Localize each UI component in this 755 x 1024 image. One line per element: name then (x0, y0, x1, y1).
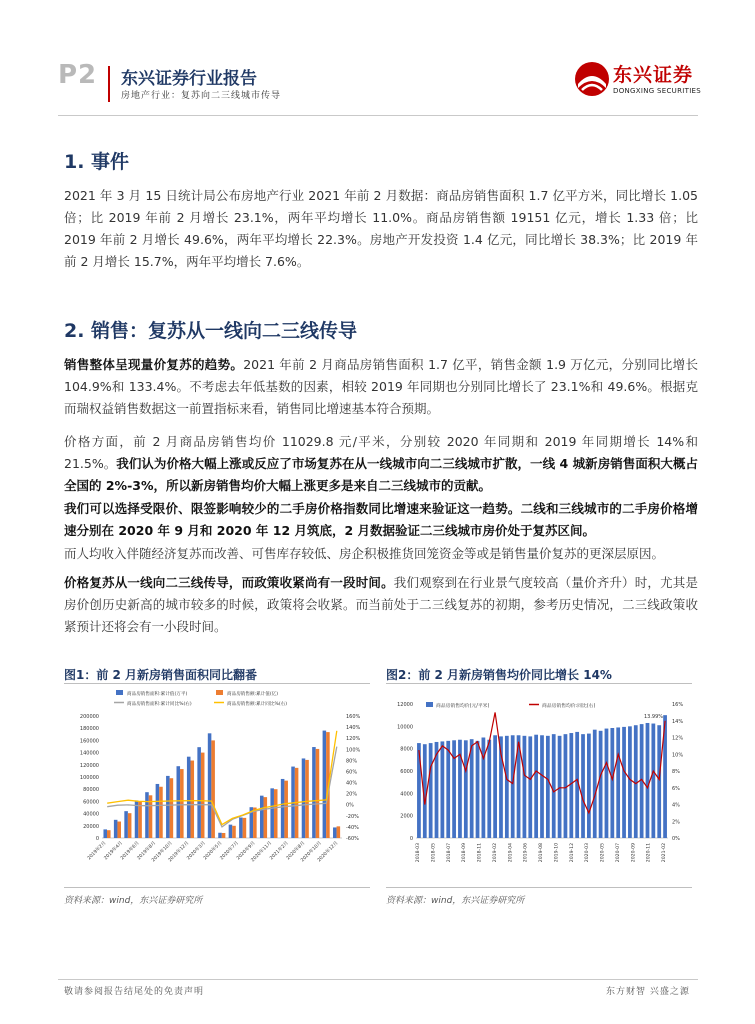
y-axis-tick-label: 8% (672, 769, 680, 775)
x-axis-tick-label: 2019年6月 (120, 840, 141, 862)
bar-sales-area (114, 820, 118, 838)
bar-avg-price (569, 733, 573, 838)
logo-text: 东兴证券 (613, 64, 694, 86)
bar-avg-price (552, 734, 556, 838)
y-axis-tick-label: 0 (95, 836, 99, 842)
x-axis-tick-label: 2018-05 (431, 843, 437, 863)
bar-sales-area (197, 747, 201, 838)
footer-rule (58, 979, 698, 980)
bar-avg-price (476, 741, 480, 838)
y-axis-tick-label: 14% (672, 718, 684, 725)
bar-sales-amount (264, 797, 268, 838)
bar-sales-amount (232, 826, 236, 838)
figure-1-chart (64, 688, 370, 884)
x-axis-tick-label: 2019-10 (554, 843, 560, 863)
figure-2-rule (386, 683, 692, 684)
figure-2-bottom-rule (386, 887, 692, 888)
x-axis-tick-label: 2020年9月 (236, 840, 257, 862)
legend-label: 商品房销售面积:累计值(万平) (127, 692, 188, 697)
y-axis-tick-label: 40000 (83, 811, 99, 818)
figure-1-bottom-rule (64, 887, 370, 888)
bar-avg-price (540, 735, 544, 838)
x-axis-tick-label: 2020年7月 (219, 840, 240, 862)
y-axis-tick-label: 120% (346, 736, 361, 743)
y-axis-tick-label: 140% (346, 725, 361, 732)
header-rule (58, 115, 698, 116)
bar-avg-price (523, 736, 527, 838)
paragraph-text: 2021 年前 2 月商品房销售面积 1.7 亿平，销售金额 1.9 万亿元，分别同比增长 104.9%和 133.4%。不考虑去年低基数的因素，相较 2019 年同期也分别同比增长了 23.1%和 49.6%。根据克而瑞权益销售数据这一前置指标来看，销售同比增速基本符合预期。 (64, 357, 698, 416)
bar-sales-amount (316, 749, 320, 838)
section-2-paragraph-1 (64, 354, 698, 420)
report-subtitle: 房地产行业：复苏向二三线城市传导 (121, 91, 282, 101)
bar-avg-price (634, 725, 638, 838)
bar-sales-amount (170, 778, 174, 838)
section-1-paragraph: 2021 年 3 月 15 日统计局公布房地产行业 2021 年前 2 月数据：商品房销售面积 1.7 亿平方米，同比增长 1.05 倍；比 2019 年前 2 月增长 23.1%，两年平均增长 11.0%。商品房销售额 19151 亿元，增长 1.33 倍；比 2019 年前 2 月增长 49.6%，两年平均增长 22.3%。房地产开发投资 1.4 亿元，同比增长 38.3%；比 2019 年前 2 月增长 15.7%，两年平均增长 7.6%。 (64, 188, 698, 269)
company-logo (573, 60, 703, 100)
bar-sales-area (260, 796, 264, 838)
x-axis-tick-label: 2019-06 (523, 843, 529, 863)
bar-avg-price (505, 736, 509, 838)
paragraph-lead: 价格复苏从一线向二三线传导，而政策收紧尚有一段时间。 (64, 575, 394, 590)
bar-avg-price (593, 730, 597, 838)
legend-swatch (116, 690, 123, 695)
paragraph-emphasis: 我们可以选择受限价、限签影响较少的二手房价格指数同比增速来验证这一趋势。二线和三线城市的二手房价格增速分别在 2020 年 9 月和 2020 年 12 月筑底，2 月数据验证二三线城市房价处于复苏区间。 (64, 501, 698, 538)
y-axis-tick-label: 160000 (79, 738, 99, 745)
y-axis-tick-label: -40% (346, 824, 359, 831)
y-axis-tick-label: 10000 (397, 724, 413, 731)
bar-avg-price (446, 741, 450, 838)
section-1-heading: 1. 事件 (64, 151, 130, 173)
page-number: P2 (58, 60, 98, 90)
legend-label: 商品房销售面积:累计同比%(右) (127, 702, 192, 707)
legend-label: 商品房销售额:累计同比%(右) (227, 702, 288, 707)
y-axis-tick-label: 80% (346, 758, 358, 765)
bar-sales-amount (274, 789, 278, 838)
paragraph-emphasis: 我们认为价格大幅上涨或反应了市场复苏在从一线城市向二三线城市扩散，一线 4 城新房销售面积大概占全国的 2%-3%，所以新房销售均价大幅上涨更多是来自二三线城市的贡献。 (64, 456, 698, 493)
section-2-paragraph-5 (64, 572, 698, 638)
paragraph-text: 我们观察到在行业景气度较高（量价齐升）时，尤其是房价创历史新高的城市较多的时候，政策将会收紧。而当前处于二三线复苏的初期，参考历史情况，二三线政策收紧预计还将会有一小段时间。 (64, 575, 698, 634)
x-axis-tick-label: 2020-05 (600, 843, 606, 863)
y-axis-tick-label: 2% (672, 819, 680, 826)
legend-swatch (216, 690, 223, 695)
figure-1-title: 图1：前 2 月新房销售面积同比翻番 (64, 668, 258, 682)
bar-sales-area (208, 733, 212, 838)
x-axis-tick-label: 2019年12月 (167, 840, 191, 864)
bar-sales-area (218, 833, 222, 838)
bar-sales-amount (138, 802, 142, 838)
y-axis-tick-label: 120000 (79, 762, 99, 769)
bar-sales-area (323, 731, 327, 838)
y-axis-tick-label: 40% (346, 780, 358, 787)
bar-sales-amount (243, 818, 247, 838)
figure-2-source: 资料来源：wind，东兴证券研究所 (386, 896, 525, 906)
x-axis-tick-label: 2020-11 (646, 843, 652, 863)
footer-slogan: 东方财智 兴盛之源 (606, 987, 690, 997)
x-axis-tick-label: 2018-03 (416, 843, 421, 863)
bar-avg-price (487, 740, 491, 838)
bar-avg-price (622, 727, 626, 838)
y-axis-tick-label: 160% (346, 714, 361, 720)
bar-avg-price (581, 734, 585, 838)
bar-sales-amount (201, 753, 205, 838)
y-axis-tick-label: 20000 (83, 823, 99, 830)
figure-2-chart (386, 688, 692, 884)
y-axis-tick-label: 140000 (79, 750, 99, 757)
bar-avg-price (511, 735, 515, 838)
bar-sales-amount (159, 787, 163, 838)
y-axis-tick-label: 0 (409, 836, 413, 842)
logo-english-text: DONGXING SECURITIES (613, 87, 702, 95)
x-axis-tick-label: 2018-11 (477, 843, 483, 863)
bar-avg-price (528, 736, 532, 838)
x-axis-tick-label: 2020年3月 (186, 840, 207, 862)
y-axis-tick-label: 8000 (400, 746, 413, 753)
y-axis-tick-label: 20% (346, 791, 358, 798)
bar-avg-price (546, 736, 550, 838)
y-axis-tick-label: 2000 (400, 813, 413, 820)
y-axis-tick-label: 60000 (83, 799, 99, 806)
figure-1-rule (64, 683, 370, 684)
bar-avg-price (657, 725, 661, 838)
y-axis-tick-label: 6% (672, 785, 680, 792)
bar-avg-price (493, 735, 497, 838)
bar-avg-price (628, 726, 632, 838)
logo-mark-icon (573, 60, 611, 98)
bar-avg-price (564, 734, 568, 838)
section-2-paragraph-2 (64, 431, 698, 497)
y-axis-tick-label: 80000 (83, 787, 99, 794)
bar-avg-price (587, 734, 591, 838)
bar-sales-amount (284, 781, 288, 838)
bar-sales-area (124, 811, 128, 838)
header-divider (108, 66, 110, 102)
bar-sales-area (229, 825, 233, 838)
bar-avg-price (646, 723, 650, 838)
legend-label: 商品房销售均价(元/平米) (436, 704, 490, 709)
bar-avg-price (599, 731, 603, 838)
bar-avg-price (605, 729, 609, 838)
y-axis-tick-label: 4% (672, 802, 680, 809)
x-axis-tick-label: 2020年5月 (203, 840, 224, 862)
bar-sales-area (166, 776, 170, 838)
bar-sales-area (177, 766, 181, 838)
x-axis-tick-label: 2019年10月 (151, 840, 174, 864)
bar-sales-amount (222, 833, 226, 838)
x-axis-tick-label: 2020年12月 (316, 840, 340, 864)
x-axis-tick-label: 2019-08 (539, 843, 544, 863)
bar-sales-area (103, 829, 107, 838)
bar-sales-area (156, 784, 160, 838)
y-axis-tick-label: 0% (672, 836, 680, 842)
bar-avg-price (610, 728, 614, 838)
y-axis-tick-label: 6000 (400, 769, 413, 775)
bar-sales-area (270, 788, 274, 838)
legend-label: 商品房销售均价:同比(右) (542, 704, 596, 709)
section-2-heading: 2. 销售：复苏从一线向二三线传导 (64, 320, 358, 342)
y-axis-tick-label: 60% (346, 769, 358, 776)
y-axis-tick-label: 10% (672, 752, 684, 759)
x-axis-tick-label: 2019年4月 (103, 840, 124, 862)
section-2-paragraph-3 (64, 498, 698, 542)
y-axis-tick-label: 4000 (400, 791, 413, 798)
legend-swatch (426, 702, 433, 707)
bar-sales-area (239, 818, 243, 838)
y-axis-tick-label: 180000 (79, 726, 99, 733)
x-axis-tick-label: 2019-12 (569, 843, 575, 863)
y-axis-tick-label: 16% (672, 702, 684, 708)
paragraph-text: 价格方面，前 2 月商品房销售均价 11029.8 元/平米，分别较 2020 年同期和 2019 年同期增长 14%和 21.5%。 (64, 434, 698, 471)
bar-sales-area (302, 758, 306, 838)
y-axis-tick-label: 0% (346, 802, 354, 809)
bar-avg-price (651, 724, 655, 838)
x-axis-tick-label: 2020-09 (631, 843, 637, 863)
paragraph-lead: 销售整体呈现量价复苏的趋势。 (64, 357, 244, 372)
x-axis-tick-label: 2020-03 (585, 843, 591, 863)
x-axis-tick-label: 2019-04 (508, 843, 514, 863)
x-axis-tick-label: 2021-02 (662, 843, 667, 863)
footer-disclaimer: 敬请参阅报告结尾处的免责声明 (64, 987, 205, 997)
bar-avg-price (482, 738, 486, 839)
bar-sales-amount (117, 822, 121, 838)
bar-sales-area (145, 792, 149, 838)
x-axis-tick-label: 2018-07 (446, 843, 452, 863)
x-axis-tick-label: 2020年10月 (300, 840, 323, 864)
bar-sales-area (312, 747, 316, 838)
bar-sales-amount (180, 769, 184, 838)
x-axis-tick-label: 2021年2月 (269, 840, 290, 862)
y-axis-tick-label: -20% (346, 813, 359, 820)
bar-avg-price (558, 736, 562, 838)
bar-avg-price (616, 727, 620, 838)
bar-avg-price (429, 743, 433, 838)
bar-sales-area (281, 779, 285, 838)
figure-1-source: 资料来源：wind，东兴证券研究所 (64, 896, 203, 906)
bar-avg-price (440, 741, 444, 838)
y-axis-tick-label: 200000 (79, 714, 99, 720)
bar-sales-amount (190, 761, 194, 838)
bar-sales-amount (305, 760, 309, 838)
bar-sales-area (333, 827, 337, 838)
annotation-label: 13.99% (643, 713, 664, 720)
legend-label: 商品房销售额:累计值(亿) (227, 692, 279, 697)
x-axis-tick-label: 2020-07 (615, 843, 621, 863)
x-axis-tick-label: 2019年8月 (136, 840, 158, 862)
bar-sales-amount (211, 740, 215, 838)
y-axis-tick-label: 100000 (79, 775, 99, 781)
x-axis-tick-label: 2018-09 (462, 843, 468, 863)
bar-avg-price (452, 740, 456, 838)
bar-avg-price (464, 740, 468, 838)
x-axis-tick-label: 2020年11月 (250, 840, 274, 864)
x-axis-tick-label: 2019-02 (492, 843, 498, 863)
y-axis-tick-label: 12% (672, 735, 684, 742)
figure-2-title: 图2：前 2 月新房销售均价同比增长 14% (386, 668, 612, 682)
y-axis-tick-label: 100% (346, 747, 361, 754)
x-axis-tick-label: 2019年2月 (87, 840, 108, 862)
bar-sales-amount (107, 830, 111, 838)
y-axis-tick-label: 12000 (397, 702, 413, 708)
section-2-paragraph-4: 而人均收入伴随经济复苏而改善、可售库存较低、房企积极推货回笼资金等或是销售量价复苏的更深层原因。 (64, 546, 665, 561)
bar-avg-price (534, 735, 538, 838)
bar-sales-amount (128, 813, 132, 838)
report-title: 东兴证券行业报告 (121, 69, 257, 89)
y-axis-tick-label: -60% (346, 836, 359, 842)
x-axis-tick-label: 2020年8月 (285, 840, 307, 862)
bar-sales-amount (337, 826, 341, 838)
bar-sales-area (187, 757, 191, 838)
